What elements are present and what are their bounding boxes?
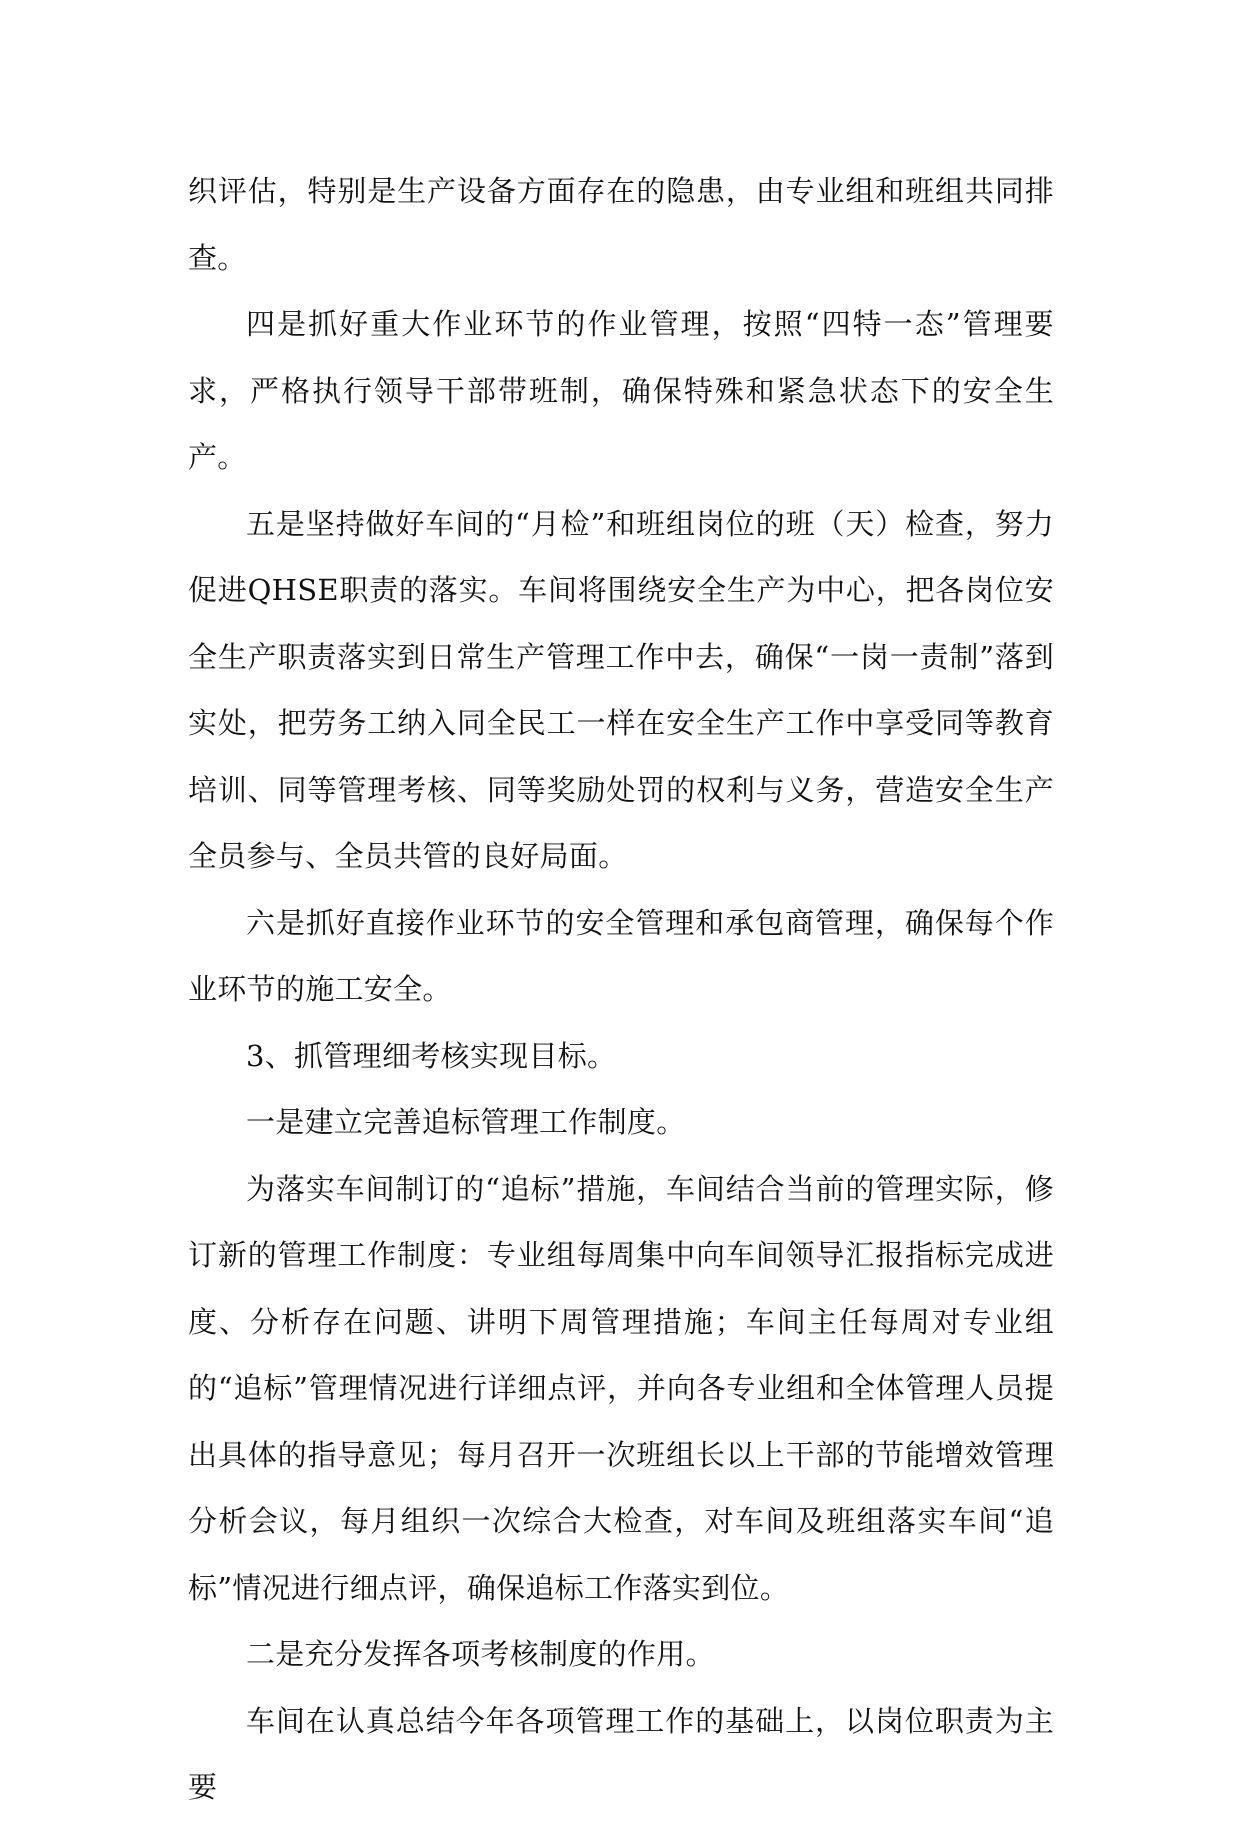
section-heading-3: 3、抓管理细考核实现目标。 — [246, 1038, 617, 1073]
subheading-1: 一是建立完善追标管理工作制度。 — [246, 1105, 686, 1139]
paragraph-assessment: 车间在认真总结今年各项管理工作的基础上，以岗位职责为主要 — [188, 1703, 1054, 1804]
paragraph-tracking-measures: 为落实车间制订的“追标”措施，车间结合当前的管理实际，修订新的管理工作制度：专业组每周集中向车间领导汇报指标完成进度、分析存在问题、讲明下周管理措施；车间主任每周对专业组的“追标”管理情况进行详细点评，并向各专业组和全体管理人员提出具体的指导意见；每月召开一次班组长以上干部的节能增效管理分析会议，每月组织一次综合大检查，对车间及班组落实车间“追标”情况进行细点评，确保追标工作落实到位。 — [188, 1171, 1054, 1605]
paragraph-6: 六是抓好直接作业环节的安全管理和承包商管理，确保每个作业环节的施工安全。 — [188, 905, 1054, 1006]
subheading-2: 二是充分发挥各项考核制度的作用。 — [246, 1637, 715, 1671]
paragraph-continuation: 织评估，特别是生产设备方面存在的隐患，由专业组和班组共同排查。 — [188, 174, 1054, 275]
paragraph-5: 五是坚持做好车间的“月检”和班组岗位的班（天）检查，努力促进QHSE职责的落实。车间将围绕安全生产为中心，把各岗位安全生产职责落实到日常生产管理工作中去，确保“一岗一责制”落到实处，把劳务工纳入同全民工一样在安全生产工作中享受同等教育培训、同等管理考核、同等奖励处罚的权利与义务，营造安全生产全员参与、全员共管的良好局面。 — [188, 506, 1054, 873]
document-body — [188, 158, 1054, 1821]
paragraph-4: 四是抓好重大作业环节的作业管理，按照“四特一态”管理要求，严格执行领导干部带班制，确保特殊和紧急状态下的安全生产。 — [188, 307, 1054, 474]
